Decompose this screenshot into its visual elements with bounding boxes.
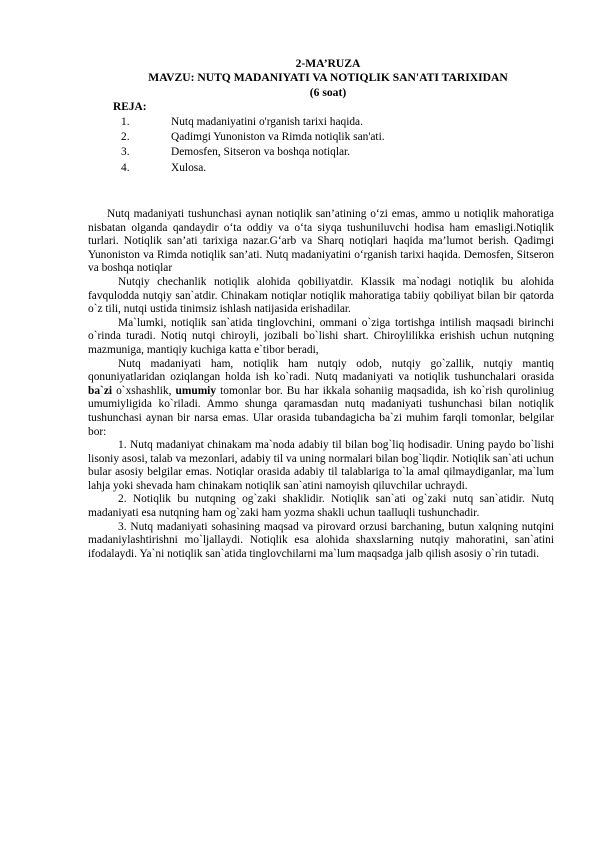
- topic-title: MAVZU: NUTQ MADANIYATI VA NOTIQLIK SAN'ATI TARIXIDAN: [148, 71, 508, 84]
- text-run: tomonlar bor. Bu har ikkala sohaniig maqsadida, ish ko`rish quroliniug umumiyligida ko`riladi. Ammo shunga qaramasdan nutq madaniyati tushunchasi bilan notiqlik tushunchasi aynan bir narsa emas. Ular orasida tubandagicha ba`zi muhim farqli tomonlar, belgilar bor:: [88, 384, 554, 438]
- plan-item: [121, 131, 521, 146]
- intro-paragraph: Nutq madaniyati tushunchasi aynan notiqlik san’atining o‘zi emas, ammo u notiqlik mahoratiga nisbatan olganda qandaydir o‘ta oddiy va o‘ta siyqa tushuniluvchi hodisa ham emasligi.Notiqlik turlari. Notiqlik san’ati tarixiga nazar.G‘arb va Sharq notiqlari haqida ma’lumot berish. Qadimgi Yunoniston va Rimda notiqlik san’ati. Nutq madaniyatini o‘rganish tarixi haqida. Demosfen, Sitseron va boshqa notiqlar: [88, 208, 554, 275]
- body-paragraph: [88, 358, 554, 440]
- bold-term: ba`zi: [88, 384, 113, 397]
- plan-title: REJA:: [113, 101, 147, 113]
- plan-item: [121, 116, 521, 131]
- plan-item-number: 4.: [121, 161, 130, 174]
- bold-term: umumiy: [175, 384, 217, 397]
- plan-item-number: 1.: [121, 116, 130, 128]
- plan-item: [121, 146, 521, 161]
- lecture-body: [88, 208, 554, 561]
- plan-item-text: Demosfen, Sitseron va boshqa notiqlar.: [171, 146, 351, 159]
- body-paragraph: Nutqiy chechanlik notiqlik alohida qobiliyatdir. Klassik ma`nodagi notiqlik bu alohida favqulodda nutqiy san`atdir. Chinakam notiqlar notiqlik mahoratiga tabiiy qobiliyat bilan bir qatorda o`z tili, nutqi ustida tinimsiz ishlash natijasida erishadilar.: [88, 275, 554, 316]
- plan-list: [121, 116, 521, 177]
- difference-item-2: 2. Notiqlik bu nutqning og`zaki shaklidir. Notiqlik san`ati og`zaki nutq san`atidir. Nutq madaniyati esa nutqning ham og`zaki ham yozma shakli uchun taalluqli tushunchadir.: [88, 493, 554, 520]
- body-paragraph: Ma`lumki, notiqlik san`atida tinglovchini, ommani o`ziga tortishga intilish maqsadi birinchi o`rinda turadi. Notiq nutqi chiroyli, jozibali bo`lishi shart. Chiroylilikka erishish uchun nutqning mazmuniga, mantiqiy kuchiga katta e`tibor beradi,: [88, 316, 554, 356]
- plan-item-text: Qadimgi Yunoniston va Rimda notiqlik san'ati.: [171, 131, 385, 144]
- difference-item-3: 3. Nutq madaniyati sohasining maqsad va pirovard orzusi barchaning, butun xalqning nutqini madaniylashtirishni mo`ljallaydi. Notiqlik esa alohida shaxslarning nutqiy mahoratini, san`atini ifodalaydi. Ya`ni notiqlik san`atida tinglovchilarni ma`lum maqsadga jalb qilish asosiy o`rin tutadi.: [88, 520, 554, 560]
- plan-item-text: Nutq madaniyatini o'rganish tarixi haqida.: [171, 116, 363, 128]
- difference-item-1: 1. Nutq madaniyat chinakam ma`noda adabiy til bilan bog`liq hodisadir. Uning paydo bo`lishi lisoniy asosi, talab va mezonlari, adabiy til va uning normalari bilan bog`liqdir. Notiqlik san`ati uchun bular asosiy belgilar emas. Notiqlar orasida adabiy til talablariga to`la amal qilmaydiganlar, ma`lum lahja yoki shevada ham chinakam notiqlik san`atini namoyish qiluvchilar uchraydi.: [88, 439, 554, 492]
- text-run: Nutq madaniyati ham, notiqlik ham nutqiy odob, nutqiy go`zallik, nutqiy mantiq qonuniyatlaridan oziqlangan holda ish ko`radi. Nutq madaniyati va notiqlik tushunchalari orasida: [88, 357, 554, 384]
- plan-item: [121, 162, 521, 177]
- plan-item-text: Xulosa.: [171, 161, 207, 174]
- hours-note: (6 soat): [309, 86, 347, 99]
- text-run: o`xshashlik,: [112, 384, 176, 397]
- plan-item-number: 2.: [121, 131, 130, 144]
- lecture-number: 2-MA’RUZA: [295, 57, 361, 70]
- plan-item-number: 3.: [121, 146, 130, 159]
